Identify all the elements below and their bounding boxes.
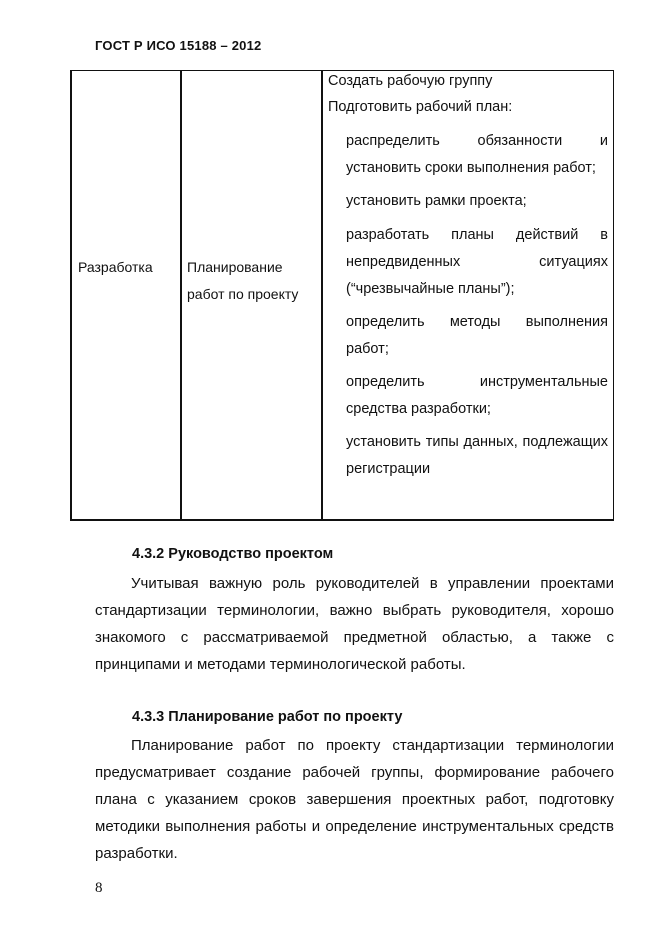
task-item: разработать планы действий в непредвиденных ситуациях (“чрезвычайные планы”); <box>346 227 608 297</box>
task-intro-line: Подготовить рабочий план: <box>328 99 513 115</box>
document-header: ГОСТ Р ИСО 15188 – 2012 <box>95 38 262 53</box>
table-cell-activity: Планирование работ по проекту <box>187 259 299 302</box>
page-number: 8 <box>95 880 103 896</box>
section-heading: 4.3.2 Руководство проектом <box>132 546 334 562</box>
table-column-divider <box>180 70 182 521</box>
section-paragraph: Учитывая важную роль руководителей в управлении проектами стандартизации терминологии, важно выбрать руководителя, хорошо знакомого с рассматриваемой предметной областью, а также с принципами и методами терминологической работы. <box>95 575 614 673</box>
table-right-border <box>613 70 614 521</box>
table-cell-stage: Разработка <box>78 259 153 275</box>
task-item: установить рамки проекта; <box>346 193 527 209</box>
task-item: определить методы выполнения работ; <box>346 314 608 357</box>
table-bottom-border <box>70 519 614 521</box>
table-left-border <box>70 70 72 521</box>
table-cell-tasks <box>328 70 608 483</box>
table-column-divider <box>321 70 323 521</box>
task-item: определить инструментальные средства разработки; <box>346 374 608 417</box>
section-paragraph: Планирование работ по проекту стандартизации терминологии предусматривает создание рабочей группы, формирование рабочего плана с указанием сроков завершения проектных работ, подготовку методики выполнения работы и определение инструментальных средств разработки. <box>95 737 614 862</box>
task-item: распределить обязанности и установить сроки выполнения работ; <box>346 133 608 176</box>
plan-table <box>70 70 614 521</box>
task-intro-line: Создать рабочую группу <box>328 73 493 89</box>
section-heading: 4.3.3 Планирование работ по проекту <box>132 709 403 725</box>
task-item: установить типы данных, подлежащих регистрации <box>346 434 608 477</box>
